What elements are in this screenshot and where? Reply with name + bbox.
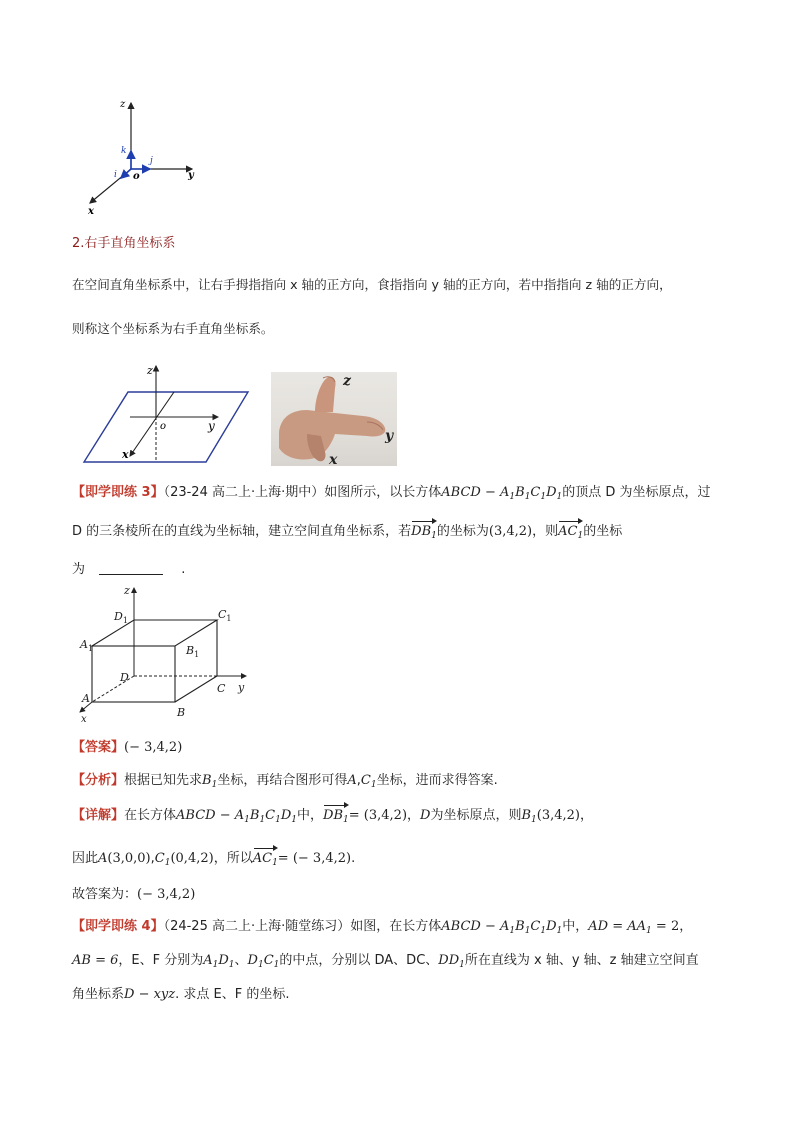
x-label: x [88,206,94,217]
exercise-3-line-1: 【即学即练 3】（23-24 高二上·上海·期中）如图所示，以长方体ABCD − $A_1B_1C_1D_1$的顶点 D 为坐标原点，过 [72,485,711,502]
section-title: 2.右手直角坐标系 [72,236,176,251]
final-answer-line: 故答案为：(− 3,4,2) [72,887,196,902]
exercise-4-line-3: 角坐标系D − xyz. 求点 E、F 的坐标. [72,987,290,1002]
edge-bc [175,676,217,702]
right-hand-photo [271,372,397,466]
vertex-b: B [177,706,186,719]
x-label: x [329,452,338,466]
z-label: z [343,373,351,389]
top-face [92,620,217,646]
x-label: x [122,448,129,461]
cuboid-diagram [74,584,254,726]
detail-label: 【详解】 [72,808,125,823]
x-label: x [81,714,87,725]
paragraph-line-1: 在空间直角坐标系中，让右手拇指指向 x 轴的正方向，食指指向 y 轴的正方向，若中指指向 z 轴的正方向， [72,277,672,292]
vertex-c1: $C_1$ [218,608,232,623]
detail-line-1: 【详解】在长方体ABCD − $A_1B_1C_1D_1$中，$DB_1= (3,4,2)$，D为坐标原点，则$B_1(3,4,2)$， [72,808,594,825]
plane-coordinate-diagram [80,362,252,466]
exercise-4-line-1: 【即学即练 4】（24-25 高二上·上海·随堂练习）如图，在长方体ABCD − $A_1B_1C_1D_1$中，AD = $AA_1 = 2$， [72,919,693,936]
detail-line-2: 因此$A(3,0,0),C_1(0,4,2)$，所以$AC_1=$ (− 3,4,2). [72,851,356,868]
exercise-4-line-2: AB = 6，E、F 分别为$A_1D_1$、$D_1C_1$的中点，分别以 DA、DC、$DD_1$所在直线为 x 轴、y 轴、z 轴建立空间直 [72,953,699,970]
x-axis [130,392,174,456]
z-label: z [147,364,153,377]
y-label: y [208,419,215,433]
exercise-4-label: 【即学即练 4】 [72,919,164,934]
exercise-3-label: 【即学即练 3】 [72,485,164,500]
answer-value: (− 3,4,2) [124,740,183,755]
vertex-b1: $B_1$ [186,644,200,659]
z-label: z [120,99,126,110]
answer-line [72,739,182,757]
origin-label: o [133,171,140,182]
answer-label: 【答案】 [72,740,125,755]
vertex-c: C [217,682,226,695]
origin-label: o [160,421,167,432]
answer-blank[interactable] [99,560,163,575]
vector-db1: $DB_1$ [411,524,437,541]
exercise-4-source: （24-25 高二上·上海·随堂练习） [163,919,351,934]
y-label: y [238,681,245,694]
vertex-d: D [120,671,129,684]
basis-vector-diagram [80,95,210,220]
y-label: y [188,170,194,181]
i-vector [121,169,131,178]
y-label: y [385,428,394,444]
paragraph-line-2: 则称这个坐标系为右手直角坐标系。 [72,321,274,336]
analysis-label: 【分析】 [72,773,125,788]
i-label: i [114,170,117,180]
vertex-a1: $A_1$ [80,638,94,653]
j-label: j [150,156,153,166]
vertex-d1: $D_1$ [114,610,128,625]
right-hand-illustration [271,372,397,466]
prism-name: ABCD − $A_1B_1C_1D_1$ [441,485,563,502]
k-label: k [121,146,127,156]
exercise-3-line-2: D 的三条棱所在的直线为坐标轴，建立空间直角坐标系，若$DB_1$的坐标为(3,4,2)，则$AC_1$的坐标 [72,524,623,541]
exercise-3-line-3: 为 . [72,562,186,577]
analysis-line: 【分析】根据已知先求$B_1$坐标，再结合图形可得$A,C_1$坐标，进而求得答案. [72,773,498,790]
z-label: z [124,584,130,597]
vector-ac1: $AC_1$ [558,524,584,541]
exercise-3-source: （23-24 高二上·上海·期中） [163,485,325,500]
vertex-a: A [82,692,90,705]
